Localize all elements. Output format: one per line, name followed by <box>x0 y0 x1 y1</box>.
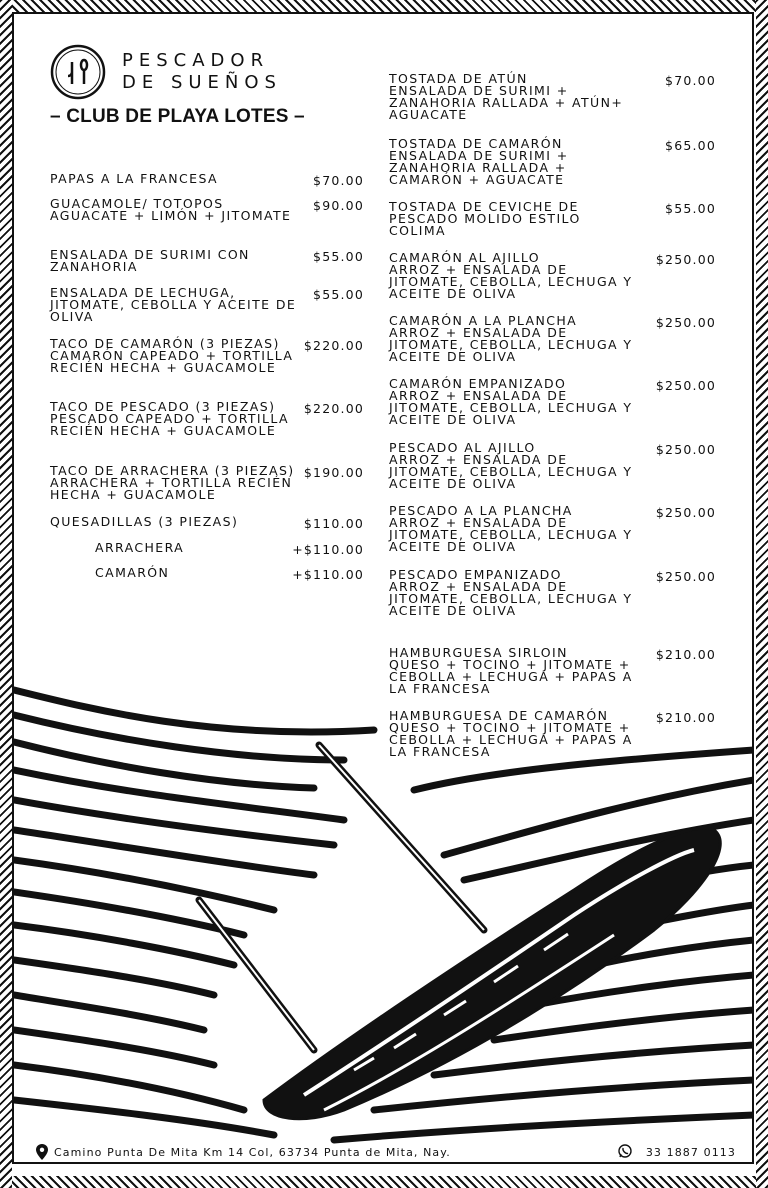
item-name: TACO DE PESCADO (3 PIEZAS) <box>50 399 276 414</box>
item-name: ARRACHERA <box>95 540 185 555</box>
item-price: $250.00 <box>655 378 716 393</box>
item-price: +$110.00 <box>292 567 364 582</box>
list-item <box>50 287 302 323</box>
item-name: HAMBURGUESA DE CAMARÓN <box>389 708 609 723</box>
item-price: $70.00 <box>313 173 364 188</box>
item-price: $55.00 <box>313 249 364 264</box>
item-description: PESCADO CAPEADO + TORTILLA RECIÉN HECHA + GUACAMOLE <box>50 411 289 438</box>
item-price: $220.00 <box>303 401 364 416</box>
item-name: QUESADILLAS (3 PIEZAS) <box>50 514 239 529</box>
list-item <box>389 378 641 426</box>
footer-phone[interactable]: 33 1887 0113 <box>645 1146 736 1159</box>
item-price: $250.00 <box>655 569 716 584</box>
item-description: CAMARÓN CAPEADO + TORTILLA RECIÉN HECHA + GUACAMOLE <box>50 348 294 375</box>
item-price: $250.00 <box>655 442 716 457</box>
item-name: CAMARÓN A LA PLANCHA <box>389 313 578 328</box>
item-name: PESCADO AL AJILLO <box>389 440 536 455</box>
item-price: $250.00 <box>655 505 716 520</box>
list-item <box>389 315 641 363</box>
list-item <box>50 249 300 273</box>
item-price: +$110.00 <box>292 542 364 557</box>
list-item <box>389 442 641 490</box>
brand-line1: PESCADOR <box>122 50 270 71</box>
list-item <box>50 401 300 437</box>
item-name: CAMARÓN <box>95 565 170 580</box>
item-description: ARRACHERA + TORTILLA RECIÉN HECHA + GUACAMOLE <box>50 475 293 502</box>
item-price: $90.00 <box>313 198 364 213</box>
item-name: TOSTADA DE CEVICHE DE PESCADO MOLIDO ESTILO COLIMA <box>389 199 581 238</box>
border-hatch-bottom <box>0 1176 768 1188</box>
list-item <box>389 569 641 617</box>
item-description: ENSALADA DE SURIMI + ZANAHORIA RALLADA + ATÚN+ AGUACATE <box>389 83 624 122</box>
list-item <box>50 465 300 501</box>
item-price: $210.00 <box>655 647 716 662</box>
item-name: TACO DE ARRACHERA (3 PIEZAS) <box>50 463 295 478</box>
item-description: ARROZ + ENSALADA DE JITOMATE, CEBOLLA, LECHUGA Y ACEITE DE OLIVA <box>389 388 633 427</box>
item-price: $250.00 <box>655 252 716 267</box>
item-name: CAMARÓN AL AJILLO <box>389 250 540 265</box>
whatsapp-icon <box>618 1144 632 1158</box>
item-name: TOSTADA DE ATÚN <box>389 71 528 86</box>
list-item <box>389 201 621 237</box>
list-item <box>95 567 295 579</box>
border-hatch-top <box>0 0 768 12</box>
item-name: HAMBURGUESA SIRLOIN <box>389 645 568 660</box>
item-price: $250.00 <box>655 315 716 330</box>
item-description: AGUACATE + LIMÓN + JITOMATE <box>50 208 292 223</box>
item-name: CAMARÓN EMPANIZADO <box>389 376 567 391</box>
brand-name <box>122 50 282 94</box>
list-item <box>389 73 629 121</box>
list-item <box>50 173 300 185</box>
brand-line2: DE SUEÑOS <box>122 72 282 93</box>
item-price: $65.00 <box>665 138 716 153</box>
item-price: $110.00 <box>303 516 364 531</box>
location-subtitle: – CLUB DE PLAYA LOTES – <box>50 106 305 127</box>
item-price: $210.00 <box>655 710 716 725</box>
item-name: ENSALADA DE LECHUGA, JITOMATE, CEBOLLA Y ACEITE DE OLIVA <box>50 285 297 324</box>
item-price: $55.00 <box>665 201 716 216</box>
border-hatch-left <box>0 0 12 1188</box>
item-price: $55.00 <box>313 287 364 302</box>
item-price: $220.00 <box>303 338 364 353</box>
fork-spoon-logo-icon <box>50 44 106 100</box>
item-name: ENSALADA DE SURIMI CON ZANAHORIA <box>50 247 250 274</box>
item-description: ARROZ + ENSALADA DE JITOMATE, CEBOLLA, LECHUGA Y ACEITE DE OLIVA <box>389 452 633 491</box>
item-name: PESCADO EMPANIZADO <box>389 567 562 582</box>
list-item <box>389 252 641 300</box>
item-description: ARROZ + ENSALADA DE JITOMATE, CEBOLLA, LECHUGA Y ACEITE DE OLIVA <box>389 579 633 618</box>
border-hatch-right <box>756 0 768 1188</box>
footer-address: Camino Punta De Mita Km 14 Col, 63734 Punta de Mita, Nay. <box>54 1146 451 1159</box>
item-name: TACO DE CAMARÓN (3 PIEZAS) <box>50 336 280 351</box>
item-description: QUESO + TOCINO + JITOMATE + CEBOLLA + LECHUGA + PAPAS A LA FRANCESA <box>389 720 633 759</box>
item-price: $190.00 <box>303 465 364 480</box>
list-item <box>389 505 641 553</box>
item-price: $70.00 <box>665 73 716 88</box>
location-pin-icon <box>36 1144 48 1160</box>
boat-waves-illustration <box>14 670 754 1150</box>
item-description: ENSALADA DE SURIMI + ZANAHORIA RALLADA + CAMARÓN + AGUACATE <box>389 148 569 187</box>
item-description: QUESO + TOCINO + JITOMATE + CEBOLLA + LECHUGA + PAPAS A LA FRANCESA <box>389 657 633 696</box>
item-name: PESCADO A LA PLANCHA <box>389 503 573 518</box>
item-description: ARROZ + ENSALADA DE JITOMATE, CEBOLLA, LECHUGA Y ACEITE DE OLIVA <box>389 325 633 364</box>
item-name: TOSTADA DE CAMARÓN <box>389 136 563 151</box>
list-item <box>50 198 300 222</box>
item-description: ARROZ + ENSALADA DE JITOMATE, CEBOLLA, LECHUGA Y ACEITE DE OLIVA <box>389 515 633 554</box>
list-item <box>389 138 629 186</box>
list-item <box>95 542 295 554</box>
list-item <box>50 516 300 528</box>
item-description: ARROZ + ENSALADA DE JITOMATE, CEBOLLA, LECHUGA Y ACEITE DE OLIVA <box>389 262 633 301</box>
list-item <box>50 338 300 374</box>
item-name: GUACAMOLE/ TOTOPOS <box>50 196 224 211</box>
item-name: PAPAS A LA FRANCESA <box>50 171 219 186</box>
